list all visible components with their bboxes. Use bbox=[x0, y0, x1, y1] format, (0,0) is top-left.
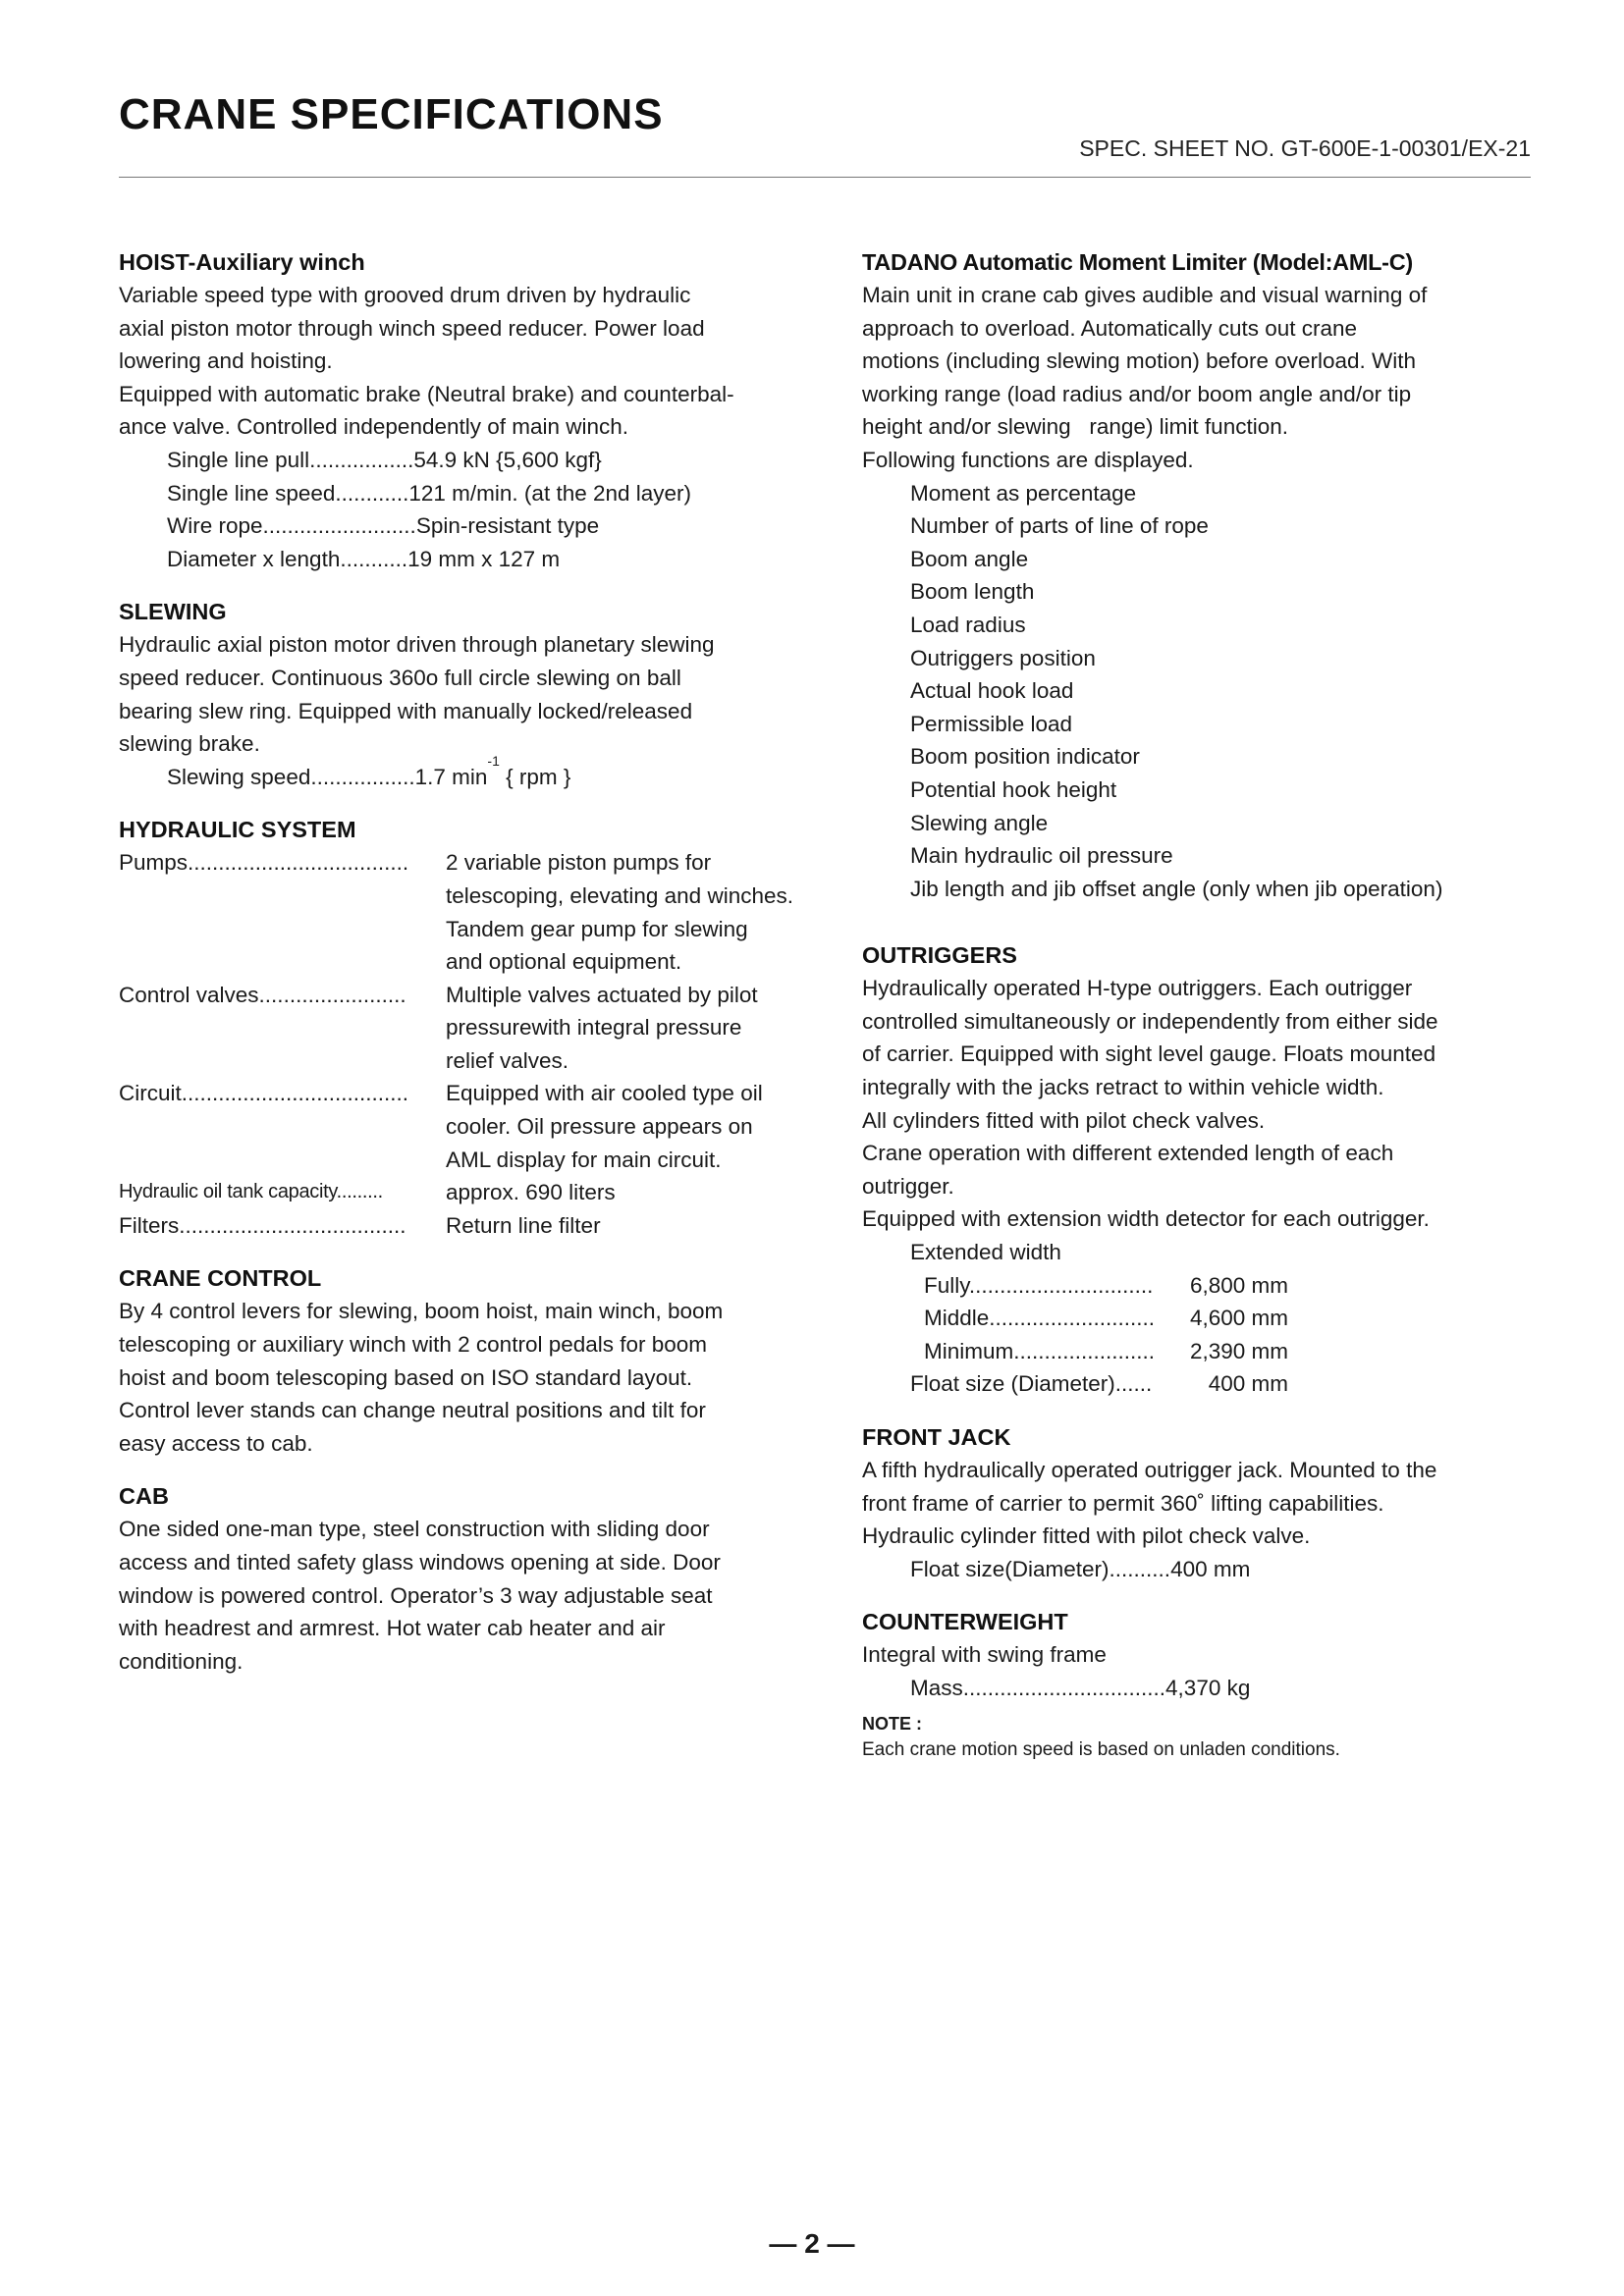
spec-row bbox=[119, 1209, 826, 1243]
section-title: HOIST-Auxiliary winch bbox=[119, 249, 365, 275]
list-item: Number of parts of line of rope bbox=[910, 513, 1209, 539]
section-title: HYDRAULIC SYSTEM bbox=[119, 817, 356, 843]
spec-value-line: pressurewith integral pressure bbox=[446, 1015, 742, 1041]
spec-row bbox=[862, 1672, 1540, 1705]
paragraph-line: of carrier. Equipped with sight level gauge. Floats mounted bbox=[862, 1041, 1436, 1067]
paragraph-line: conditioning. bbox=[119, 1648, 244, 1674]
list-item: Main hydraulic oil pressure bbox=[910, 843, 1173, 869]
spec-value-line: cooler. Oil pressure appears on bbox=[446, 1114, 753, 1140]
aml-section bbox=[862, 245, 1540, 905]
paragraph-line: Control lever stands can change neutral positions and tilt for bbox=[119, 1398, 706, 1423]
paragraph-line: speed reducer. Continuous 360o full circle slewing on ball bbox=[119, 665, 681, 690]
paragraph-line: ance valve. Controlled independently of main winch. bbox=[119, 414, 629, 440]
spec-unit: { rpm } bbox=[499, 764, 571, 789]
section-title: SLEWING bbox=[119, 599, 227, 625]
spec-row bbox=[119, 979, 826, 1078]
spec-row bbox=[862, 1367, 1540, 1401]
spec-value: 4,370 kg bbox=[1165, 1675, 1251, 1700]
list-item: Jib length and jib offset angle (only when jib operation) bbox=[910, 876, 1443, 901]
spec-row bbox=[862, 1302, 1540, 1335]
spec-row bbox=[119, 444, 826, 477]
spec-value: 400 mm bbox=[1190, 1371, 1289, 1397]
outriggers-section bbox=[862, 938, 1540, 1401]
header-divider bbox=[119, 177, 1531, 178]
paragraph-line: access and tinted safety glass windows opening at side. Door bbox=[119, 1550, 721, 1575]
list-item: Actual hook load bbox=[910, 678, 1074, 704]
section-title: COUNTERWEIGHT bbox=[862, 1609, 1068, 1635]
section-title: OUTRIGGERS bbox=[862, 942, 1017, 969]
paragraph-line: motions (including slewing motion) before overload. With bbox=[862, 348, 1417, 374]
spec-label: Float size(Diameter).......... bbox=[910, 1556, 1171, 1581]
spec-label: Float size (Diameter)...... bbox=[910, 1371, 1153, 1397]
paragraph-line: A fifth hydraulically operated outrigger jack. Mounted to the bbox=[862, 1458, 1437, 1482]
note-title: NOTE : bbox=[862, 1713, 922, 1734]
spec-label: Slewing speed................. bbox=[167, 764, 415, 789]
spec-value: Spin-resistant type bbox=[415, 513, 600, 539]
paragraph-line: easy access to cab. bbox=[119, 1430, 313, 1456]
paragraph-line: outrigger. bbox=[862, 1173, 954, 1199]
paragraph-line: hoist and boom telescoping based on ISO standard layout. bbox=[119, 1364, 693, 1390]
paragraph-line: Hydraulic cylinder fitted with pilot check valve. bbox=[862, 1523, 1311, 1549]
paragraph-line: Following functions are displayed. bbox=[862, 447, 1194, 472]
paragraph-line: integrally with the jacks retract to within vehicle width. bbox=[862, 1075, 1384, 1100]
list-item: Moment as percentage bbox=[910, 480, 1137, 506]
paragraph-line: with headrest and armrest. Hot water cab heater and air bbox=[119, 1616, 666, 1641]
spec-sheet-number: SPEC. SHEET NO. GT-600E-1-00301/EX-21 bbox=[1079, 135, 1531, 161]
list-item: Potential hook height bbox=[910, 776, 1117, 802]
counterweight-section bbox=[862, 1605, 1540, 1763]
paragraph-line: controlled simultaneously or independently from either side bbox=[862, 1008, 1438, 1034]
spec-value-line: 2 variable piston pumps for bbox=[446, 850, 712, 876]
spec-label: Single line speed............ bbox=[167, 480, 409, 506]
spec-row bbox=[119, 752, 826, 794]
paragraph-line: Equipped with extension width detector for each outrigger. bbox=[862, 1206, 1430, 1232]
spec-label: Pumps.................................... bbox=[119, 850, 409, 876]
paragraph-line: bearing slew ring. Equipped with manually locked/released bbox=[119, 698, 693, 723]
section-title: CRANE CONTROL bbox=[119, 1265, 322, 1292]
section-title: TADANO Automatic Moment Limiter (Model:AML-C) bbox=[862, 249, 1413, 275]
list-item: Boom position indicator bbox=[910, 744, 1140, 770]
list-item: Outriggers position bbox=[910, 645, 1096, 670]
spec-value bbox=[446, 1176, 826, 1209]
paragraph-line: lowering and hoisting. bbox=[119, 348, 333, 374]
paragraph-line: front frame of carrier to permit 360˚ lifting capabilities. bbox=[862, 1490, 1384, 1516]
note-text: Each crane motion speed is based on unladen conditions. bbox=[862, 1738, 1340, 1760]
spec-value bbox=[446, 1209, 826, 1243]
page-number: — 2 — bbox=[769, 2228, 855, 2259]
paragraph-line: axial piston motor through winch speed reducer. Power load bbox=[119, 315, 705, 341]
list-item: Permissible load bbox=[910, 711, 1073, 736]
spec-value-line: approx. 690 liters bbox=[446, 1180, 616, 1205]
hoist-section bbox=[119, 245, 826, 575]
spec-value-line: Return line filter bbox=[446, 1212, 601, 1238]
spec-row bbox=[862, 1335, 1540, 1368]
paragraph-line: Crane operation with different extended length of each bbox=[862, 1141, 1394, 1166]
paragraph-line: window is powered control. Operator’s 3 way adjustable seat bbox=[119, 1582, 713, 1608]
spec-value-line: relief valves. bbox=[446, 1047, 569, 1073]
paragraph-line: All cylinders fitted with pilot check valves. bbox=[862, 1107, 1266, 1133]
hydraulic-section bbox=[119, 813, 826, 1242]
list-item: Slewing angle bbox=[910, 810, 1049, 835]
spec-value bbox=[446, 846, 826, 978]
page-title: CRANE SPECIFICATIONS bbox=[119, 90, 664, 138]
paragraph-line: working range (load radius and/or boom angle and/or tip bbox=[862, 381, 1412, 406]
paragraph-line: Variable speed type with grooved drum driven by hydraulic bbox=[119, 283, 691, 307]
spec-label: Fully.............................. bbox=[924, 1272, 1154, 1298]
spec-value: 19 mm x 127 m bbox=[407, 546, 561, 571]
list-item: Load radius bbox=[910, 612, 1026, 637]
spec-label: Control valves........................ bbox=[119, 982, 406, 1007]
spec-value-line: telescoping, elevating and winches. bbox=[446, 882, 793, 908]
spec-row bbox=[119, 1176, 826, 1209]
spec-value: 54.9 kN {5,600 kgf} bbox=[413, 447, 602, 472]
spec-label: Filters..................................... bbox=[119, 1212, 406, 1238]
paragraph-line: Main unit in crane cab gives audible and visual warning of bbox=[862, 283, 1428, 307]
spec-row bbox=[862, 1553, 1540, 1586]
spec-value-line: and optional equipment. bbox=[446, 949, 682, 975]
paragraph-line: Equipped with automatic brake (Neutral brake) and counterbal- bbox=[119, 381, 734, 406]
spec-value: 121 m/min. (at the 2nd layer) bbox=[408, 480, 692, 506]
paragraph-line: height and/or slewing range) limit function. bbox=[862, 414, 1288, 440]
spec-value: 4,600 mm bbox=[1190, 1306, 1289, 1331]
spec-label: Middle........................... bbox=[924, 1306, 1156, 1331]
spec-row bbox=[119, 477, 826, 510]
spec-row bbox=[119, 543, 826, 576]
list-item: Boom angle bbox=[910, 546, 1029, 571]
cab-section bbox=[119, 1479, 826, 1678]
paragraph-line: slewing brake. bbox=[119, 731, 260, 757]
section-title: CAB bbox=[119, 1483, 169, 1510]
spec-value bbox=[446, 979, 826, 1078]
slewing-section bbox=[119, 595, 826, 793]
spec-row bbox=[119, 1077, 826, 1176]
spec-value: 400 mm bbox=[1170, 1556, 1251, 1581]
paragraph-line: Hydraulically operated H-type outriggers. Each outrigger bbox=[862, 976, 1413, 1001]
spec-label: Diameter x length........... bbox=[167, 546, 408, 571]
superscript: -1 bbox=[487, 752, 500, 769]
spec-value: 6,800 mm bbox=[1190, 1272, 1289, 1298]
paragraph-line: Hydraulic axial piston motor driven through planetary slewing bbox=[119, 632, 715, 658]
paragraph-line: By 4 control levers for slewing, boom hoist, main winch, boom bbox=[119, 1299, 724, 1324]
extended-width-label: Extended width bbox=[910, 1240, 1061, 1265]
spec-label: Hydraulic oil tank capacity......... bbox=[119, 1181, 383, 1203]
spec-value bbox=[446, 1077, 826, 1176]
spec-value: 1.7 min bbox=[414, 764, 488, 789]
spec-label: Wire rope......................... bbox=[167, 513, 416, 539]
paragraph-line: Integral with swing frame bbox=[862, 1642, 1107, 1668]
spec-label: Single line pull................. bbox=[167, 447, 414, 472]
spec-value: 2,390 mm bbox=[1190, 1338, 1289, 1363]
paragraph-line: One sided one-man type, steel construction with sliding door bbox=[119, 1517, 710, 1542]
spec-row bbox=[119, 846, 826, 978]
crane-control-section bbox=[119, 1261, 826, 1460]
spec-label: Circuit..................................... bbox=[119, 1081, 409, 1106]
spec-value-line: Equipped with air cooled type oil bbox=[446, 1081, 763, 1106]
spec-value-line: Multiple valves actuated by pilot bbox=[446, 982, 758, 1007]
right-column bbox=[862, 245, 1540, 1784]
spec-row bbox=[119, 509, 826, 543]
paragraph-line: approach to overload. Automatically cuts out crane bbox=[862, 315, 1358, 341]
section-title: FRONT JACK bbox=[862, 1424, 1011, 1450]
spec-row bbox=[862, 1269, 1540, 1303]
front-jack-section bbox=[862, 1420, 1540, 1585]
left-column bbox=[119, 245, 826, 1697]
spec-label: Minimum....................... bbox=[924, 1338, 1156, 1363]
spec-label: Mass................................. bbox=[910, 1675, 1166, 1700]
spec-value-line: AML display for main circuit. bbox=[446, 1147, 722, 1172]
paragraph-line: telescoping or auxiliary winch with 2 control pedals for boom bbox=[119, 1332, 708, 1358]
spec-value-line: Tandem gear pump for slewing bbox=[446, 916, 748, 941]
list-item: Boom length bbox=[910, 579, 1035, 605]
